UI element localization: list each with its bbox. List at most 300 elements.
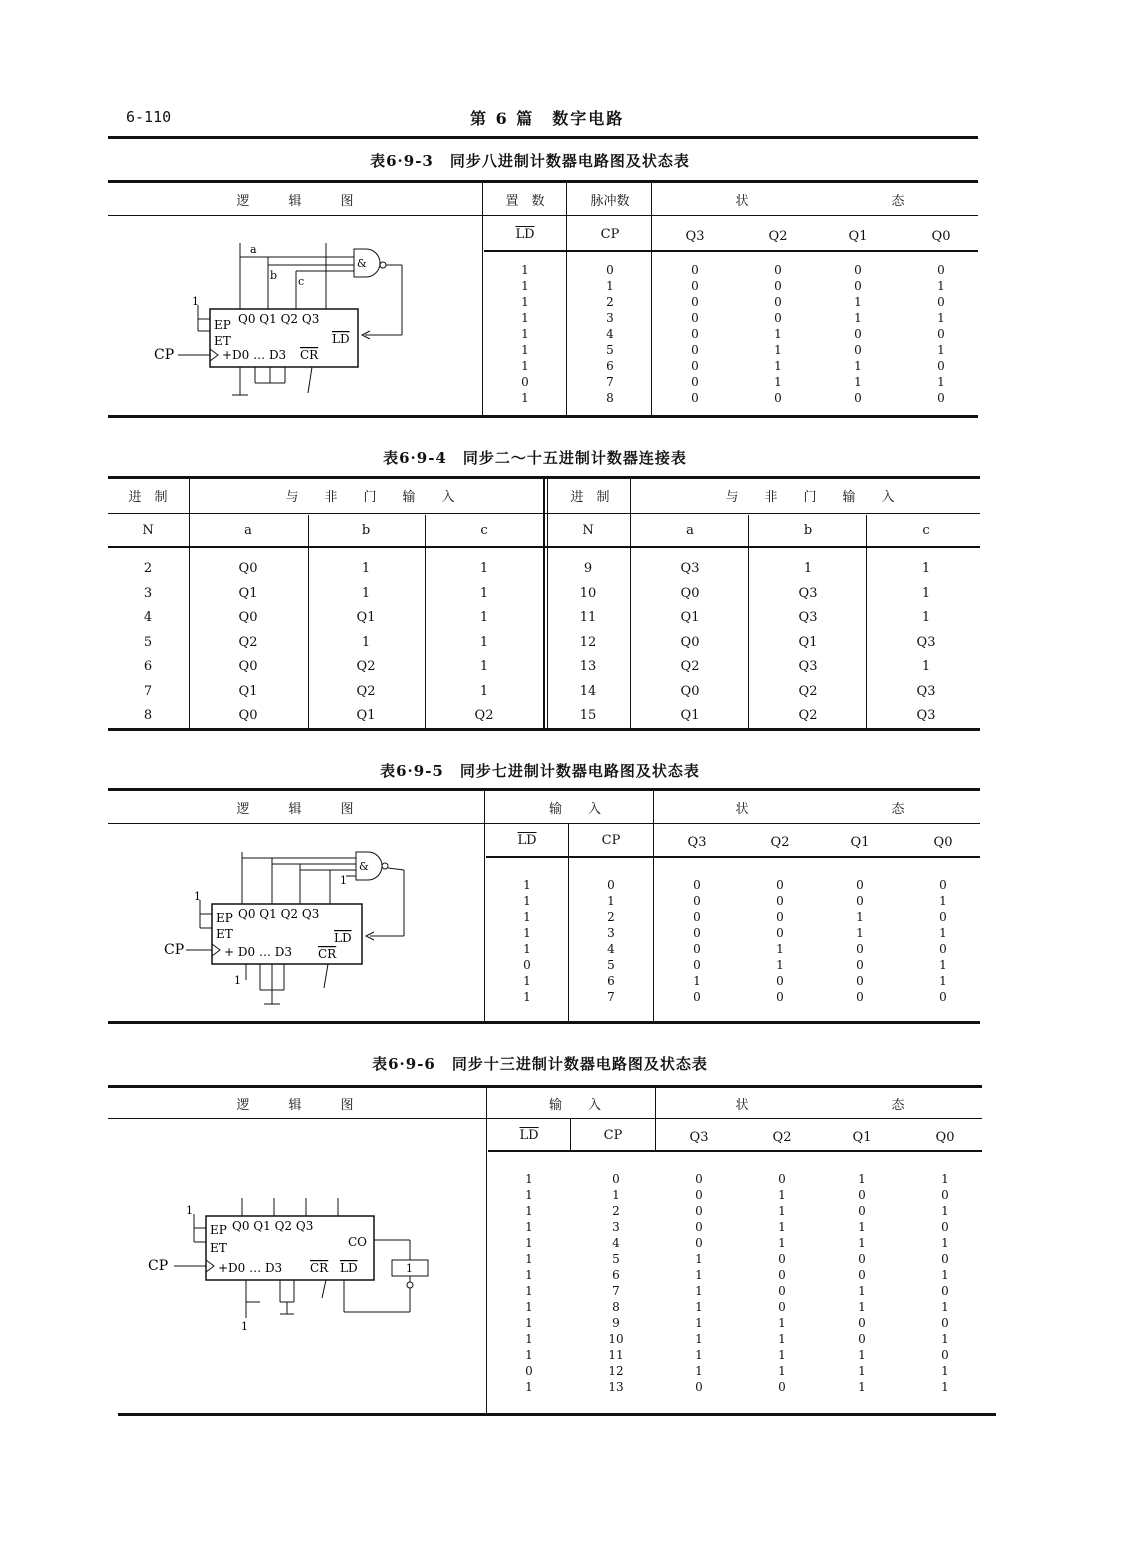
- table-6-9-6-q0-header: Q0: [935, 1130, 955, 1145]
- table-cell: 0: [858, 1188, 866, 1202]
- table-cell: 0: [941, 1316, 949, 1330]
- d-label: +D0 … D3: [218, 1261, 283, 1275]
- table-cell: 0: [695, 1380, 703, 1394]
- table-cell: Q3: [798, 610, 818, 625]
- table-cell: Q1: [680, 708, 700, 723]
- table-cell: 1: [921, 659, 931, 674]
- table-cell: 4: [143, 610, 153, 625]
- table-cell: 11: [579, 610, 597, 625]
- ep-label: EP: [216, 911, 233, 925]
- table-6-9-5-col-q1: [840, 877, 880, 1005]
- table-6-9-5-q0-header: Q0: [933, 835, 953, 850]
- table-cell: 2: [612, 1204, 620, 1218]
- table-cell: 15: [579, 708, 597, 723]
- table-cell: 0: [693, 926, 701, 940]
- vline: [570, 1119, 571, 1151]
- table-cell: Q3: [798, 659, 818, 674]
- table-cell: 1: [941, 1364, 949, 1378]
- cr-label: CR: [310, 1261, 329, 1275]
- table-cell: 7: [606, 375, 614, 389]
- table-6-9-5-ld-header: $\overline{LD}$: [517, 833, 537, 848]
- table-6-9-3-q3-header: Q3: [685, 229, 705, 244]
- table-cell: 0: [695, 1172, 703, 1186]
- table-6-9-5-caption: 表6·9-5 同步七进制计数器电路图及状态表: [380, 762, 700, 780]
- table-cell: 0: [523, 958, 531, 972]
- table-cell: 0: [856, 942, 864, 956]
- table-cell: 0: [695, 1204, 703, 1218]
- table-cell: 0: [854, 263, 862, 277]
- rule: [108, 788, 980, 791]
- table-6-9-4-right-n-header: N: [582, 523, 594, 538]
- table-6-9-5-q1-header: Q1: [850, 835, 870, 850]
- table-cell: 0: [691, 343, 699, 357]
- table-cell: 1: [525, 1172, 533, 1186]
- table-cell: Q0: [680, 634, 700, 650]
- vline: [630, 479, 631, 729]
- table-cell: 1: [776, 942, 784, 956]
- table-6-9-4-right-base-header: 进 制: [570, 490, 610, 505]
- table-cell: 0: [856, 990, 864, 1004]
- table-cell: 1: [941, 1332, 949, 1346]
- table-cell: 0: [774, 295, 782, 309]
- table-cell: 0: [937, 263, 945, 277]
- table-6-9-6-q3-header: Q3: [689, 1130, 709, 1145]
- table-cell: 1: [937, 343, 945, 357]
- table-6-9-4-right-c-header: c: [922, 523, 930, 538]
- table-cell: Q1: [238, 585, 258, 601]
- table-cell: 1: [525, 1284, 533, 1298]
- rule: [484, 250, 978, 252]
- vline: [566, 183, 567, 415]
- table-cell: 0: [607, 878, 615, 892]
- cp-label: CP: [148, 1258, 169, 1274]
- table-6-9-5-input-header: 输 入: [548, 802, 601, 817]
- table-6-9-3-col-cp: [590, 262, 630, 406]
- table-cell: 0: [854, 343, 862, 357]
- q-label: Q0 Q1 Q2 Q3: [238, 312, 320, 326]
- table-6-9-3-col-q3: [675, 262, 715, 406]
- table-cell: 14: [579, 683, 597, 699]
- table-6-9-4-left-base-header: 进 制: [128, 490, 168, 505]
- vline: [189, 479, 190, 729]
- table-cell: 1: [778, 1332, 786, 1346]
- q-label: Q0 Q1 Q2 Q3: [238, 907, 320, 921]
- table-cell: 0: [693, 910, 701, 924]
- rule: [486, 856, 980, 858]
- table-cell: 1: [521, 295, 529, 309]
- cp-label: CP: [154, 347, 175, 363]
- table-cell: 1: [525, 1188, 533, 1202]
- table-cell: 0: [691, 295, 699, 309]
- table-cell: 1: [778, 1236, 786, 1250]
- table-cell: 4: [612, 1236, 620, 1250]
- table-cell: 6: [606, 359, 614, 373]
- table-cell: 0: [937, 391, 945, 405]
- table-cell: 1: [361, 585, 371, 601]
- table-cell: 1: [921, 561, 931, 576]
- table-6-9-6-q1-header: Q1: [852, 1130, 872, 1145]
- table-cell: 1: [774, 327, 782, 341]
- table-cell: 0: [776, 974, 784, 988]
- table-cell: 1: [612, 1188, 620, 1202]
- table-cell: Q2: [798, 683, 818, 699]
- table-cell: 1: [606, 279, 614, 293]
- table-cell: 8: [606, 391, 614, 405]
- et-label: ET: [210, 1241, 227, 1255]
- table-cell: 1: [941, 1236, 949, 1250]
- ld-label: LD: [340, 1261, 358, 1275]
- table-cell: Q0: [680, 585, 700, 601]
- table-cell: 0: [858, 1268, 866, 1282]
- table-cell: 0: [941, 1220, 949, 1234]
- c-label: c: [298, 275, 305, 288]
- table-cell: 0: [606, 263, 614, 277]
- table-cell: 0: [525, 1364, 533, 1378]
- table-cell: 0: [774, 279, 782, 293]
- table-cell: 12: [608, 1364, 624, 1378]
- q-label: Q0 Q1 Q2 Q3: [232, 1219, 314, 1233]
- table-6-9-4-left-b-header: b: [361, 523, 371, 538]
- rule: [108, 180, 978, 183]
- table-cell: 0: [693, 958, 701, 972]
- table-cell: 1: [854, 375, 862, 389]
- table-cell: 0: [778, 1284, 786, 1298]
- table-cell: 5: [607, 958, 615, 972]
- table-6-9-5-col-q3: [677, 877, 717, 1005]
- table-cell: Q3: [798, 585, 818, 601]
- table-cell: 1: [479, 561, 489, 576]
- table-6-9-4-right-col-b: [788, 557, 828, 729]
- table-cell: 1: [525, 1300, 533, 1314]
- table-cell: 1: [523, 910, 531, 924]
- table-6-9-4-left-nand-header: 与 非 门 输 入: [285, 490, 455, 505]
- table-6-9-6-circuit-diagram: [140, 1190, 460, 1340]
- table-6-9-3-pulse-header: 脉冲数: [590, 194, 630, 209]
- table-cell: 1: [921, 585, 931, 601]
- table-cell: 0: [937, 359, 945, 373]
- table-cell: 1: [921, 610, 931, 625]
- table-6-9-6-q2-header: Q2: [772, 1130, 792, 1145]
- table-cell: 0: [778, 1268, 786, 1282]
- ep-label: EP: [210, 1223, 227, 1237]
- table-cell: 0: [691, 327, 699, 341]
- table-6-9-6-ld-header: $\overline{LD}$: [519, 1128, 539, 1143]
- table-cell: 0: [691, 391, 699, 405]
- table-cell: 1: [695, 1268, 703, 1282]
- table-cell: 6: [612, 1268, 620, 1282]
- table-cell: 1: [607, 894, 615, 908]
- table-cell: 1: [523, 926, 531, 940]
- co-label: CO: [348, 1235, 368, 1249]
- table-cell: 0: [941, 1252, 949, 1266]
- table-cell: 0: [854, 279, 862, 293]
- ld-label: LD: [332, 332, 350, 346]
- one-label: 1: [194, 890, 201, 903]
- rule: [108, 415, 978, 418]
- one-label: 1: [186, 1204, 193, 1217]
- table-cell: 4: [607, 942, 615, 956]
- and-label: &: [357, 257, 367, 270]
- one-label-gate: 1: [340, 874, 347, 887]
- table-cell: 0: [776, 878, 784, 892]
- and-label: &: [359, 860, 369, 873]
- table-cell: 2: [606, 295, 614, 309]
- table-cell: 1: [525, 1348, 533, 1362]
- table-6-9-4-right-nand-header: 与 非 门 输 入: [725, 490, 895, 505]
- table-6-9-5-cp-header: CP: [601, 833, 621, 848]
- table-6-9-5-state-header: 状 态: [735, 802, 905, 817]
- rule: [108, 215, 978, 216]
- table-cell: 1: [858, 1300, 866, 1314]
- table-cell: 0: [858, 1252, 866, 1266]
- table-cell: 1: [854, 295, 862, 309]
- table-6-9-3-q2-header: Q2: [768, 229, 788, 244]
- table-6-9-3-col-ld: [505, 262, 545, 406]
- table-6-9-3-q1-header: Q1: [848, 229, 868, 244]
- table-cell: 1: [854, 311, 862, 325]
- table-cell: 10: [608, 1332, 624, 1346]
- table-cell: 1: [774, 359, 782, 373]
- table-cell: 1: [521, 391, 529, 405]
- table-cell: Q0: [238, 708, 258, 723]
- table-cell: 10: [579, 585, 597, 601]
- table-cell: 1: [858, 1236, 866, 1250]
- table-cell: 3: [612, 1220, 620, 1234]
- rule: [488, 1150, 982, 1152]
- table-cell: 3: [606, 311, 614, 325]
- table-cell: 0: [939, 910, 947, 924]
- table-cell: 0: [521, 375, 529, 389]
- table-cell: 8: [143, 708, 153, 723]
- rule: [108, 1085, 982, 1088]
- table-cell: 1: [523, 878, 531, 892]
- table-cell: 1: [479, 634, 489, 650]
- rule: [108, 513, 980, 514]
- rule: [118, 1413, 996, 1416]
- table-6-9-4-left-col-c: [464, 557, 504, 729]
- table-cell: 0: [691, 311, 699, 325]
- table-cell: 0: [691, 279, 699, 293]
- table-6-9-3-col-q2: [758, 262, 798, 406]
- table-cell: 1: [695, 1316, 703, 1330]
- table-6-9-4-right-col-a: [670, 557, 710, 729]
- table-6-9-4-caption: 表6·9-4 同步二～十五进制计数器连接表: [383, 449, 687, 467]
- table-cell: 0: [778, 1172, 786, 1186]
- table-cell: Q2: [474, 708, 494, 723]
- table-cell: 0: [776, 990, 784, 1004]
- table-cell: 1: [858, 1220, 866, 1234]
- table-6-9-3-caption: 表6·9-3 同步八进制计数器电路图及状态表: [370, 152, 690, 170]
- table-6-9-3-col-q0: [921, 262, 961, 406]
- table-cell: 0: [941, 1348, 949, 1362]
- table-cell: 1: [479, 585, 489, 601]
- table-cell: 0: [776, 926, 784, 940]
- table-cell: 1: [941, 1172, 949, 1186]
- table-cell: 1: [525, 1316, 533, 1330]
- vline: [568, 824, 569, 1022]
- table-cell: 1: [858, 1380, 866, 1394]
- ld-label: LD: [334, 931, 352, 945]
- table-6-9-3-preset-header: 置 数: [505, 194, 545, 209]
- one-label: 1: [192, 295, 199, 308]
- table-6-9-6-cp-header: CP: [603, 1128, 623, 1143]
- table-cell: 1: [778, 1364, 786, 1378]
- table-cell: 1: [939, 926, 947, 940]
- table-cell: 1: [521, 359, 529, 373]
- table-cell: 1: [695, 1300, 703, 1314]
- table-cell: 11: [608, 1348, 624, 1362]
- table-cell: 0: [939, 990, 947, 1004]
- table-cell: 5: [612, 1252, 620, 1266]
- table-cell: 1: [778, 1348, 786, 1362]
- table-6-9-5-col-cp: [591, 877, 631, 1005]
- table-cell: 0: [939, 942, 947, 956]
- table-cell: 0: [774, 311, 782, 325]
- table-cell: 1: [941, 1300, 949, 1314]
- table-6-9-5-q3-header: Q3: [687, 835, 707, 850]
- table-cell: 0: [856, 894, 864, 908]
- table-cell: 1: [525, 1252, 533, 1266]
- table-cell: 0: [776, 894, 784, 908]
- table-cell: 1: [523, 990, 531, 1004]
- table-cell: 1: [523, 942, 531, 956]
- table-cell: Q1: [680, 610, 700, 625]
- table-cell: 1: [693, 974, 701, 988]
- vline: [484, 791, 485, 1022]
- table-cell: 0: [939, 878, 947, 892]
- table-cell: 3: [143, 585, 153, 601]
- table-cell: 1: [521, 311, 529, 325]
- table-6-9-5-logic-header: 逻 辑 图: [236, 802, 354, 817]
- table-cell: 0: [776, 910, 784, 924]
- table-cell: 1: [525, 1332, 533, 1346]
- page-number: 6-110: [126, 108, 172, 126]
- table-cell: Q3: [680, 561, 700, 576]
- vline: [653, 791, 654, 1022]
- table-cell: 0: [693, 990, 701, 1004]
- d-label: + D0 … D3: [224, 945, 293, 959]
- table-cell: 3: [607, 926, 615, 940]
- table-cell: 1: [521, 327, 529, 341]
- table-cell: Q3: [916, 683, 936, 699]
- table-cell: 1: [939, 894, 947, 908]
- table-cell: 1: [941, 1380, 949, 1394]
- table-6-9-5-q2-header: Q2: [770, 835, 790, 850]
- table-cell: 1: [525, 1236, 533, 1250]
- table-6-9-6-col-cp: [596, 1171, 636, 1395]
- table-cell: 1: [523, 894, 531, 908]
- section-title: 第 6 篇 数字电路: [470, 109, 625, 128]
- table-cell: 1: [937, 279, 945, 293]
- table-cell: Q2: [798, 708, 818, 723]
- table-cell: 0: [856, 878, 864, 892]
- table-cell: 1: [525, 1380, 533, 1394]
- one-label-gate: 1: [406, 1262, 413, 1275]
- table-6-9-4-left-col-n: [128, 557, 168, 729]
- table-cell: 13: [608, 1380, 624, 1394]
- table-cell: 1: [525, 1220, 533, 1234]
- table-cell: 0: [778, 1300, 786, 1314]
- b-label: b: [270, 269, 278, 282]
- table-cell: 6: [607, 974, 615, 988]
- table-cell: 1: [778, 1204, 786, 1218]
- table-cell: 0: [778, 1252, 786, 1266]
- table-6-9-6-caption: 表6·9-6 同步十三进制计数器电路图及状态表: [372, 1055, 708, 1073]
- table-cell: Q0: [238, 610, 258, 625]
- table-cell: Q2: [680, 659, 700, 674]
- table-cell: 1: [695, 1252, 703, 1266]
- table-cell: 0: [691, 263, 699, 277]
- table-6-9-4-right-a-header: a: [686, 523, 694, 538]
- table-cell: 1: [774, 375, 782, 389]
- table-cell: 0: [941, 1284, 949, 1298]
- table-6-9-6-col-q2: [762, 1171, 802, 1395]
- table-cell: 0: [856, 958, 864, 972]
- table-cell: 1: [937, 375, 945, 389]
- table-6-9-4-left-col-a: [228, 557, 268, 729]
- table-cell: 2: [607, 910, 615, 924]
- table-cell: 0: [937, 295, 945, 309]
- cr-label: CR: [318, 947, 337, 961]
- table-6-9-4-left-col-b: [346, 557, 386, 729]
- table-cell: 1: [776, 958, 784, 972]
- rule: [108, 546, 980, 548]
- table-6-9-6-state-header: 状 态: [735, 1098, 905, 1113]
- table-cell: 1: [941, 1268, 949, 1282]
- table-6-9-6-col-q1: [842, 1171, 882, 1395]
- table-cell: 0: [695, 1220, 703, 1234]
- table-cell: Q2: [238, 634, 258, 650]
- table-6-9-3-cp-header: CP: [600, 227, 620, 242]
- table-cell: Q0: [238, 561, 258, 576]
- table-cell: 0: [774, 263, 782, 277]
- table-cell: 0: [693, 894, 701, 908]
- table-cell: 1: [695, 1332, 703, 1346]
- table-6-9-5-circuit-diagram: [150, 842, 430, 1012]
- table-6-9-6-col-q3: [679, 1171, 719, 1395]
- table-6-9-5-col-q0: [923, 877, 963, 1005]
- table-cell: 1: [521, 343, 529, 357]
- table-cell: 1: [939, 958, 947, 972]
- table-cell: 1: [941, 1204, 949, 1218]
- a-label: a: [250, 243, 257, 256]
- table-cell: 1: [803, 561, 813, 576]
- table-6-9-5-col-ld: [507, 877, 547, 1005]
- table-cell: 5: [606, 343, 614, 357]
- table-cell: Q0: [238, 659, 258, 674]
- table-6-9-3-ld-header: $\overline{LD}$: [515, 227, 535, 242]
- table-cell: 1: [479, 659, 489, 674]
- table-cell: 2: [143, 561, 153, 576]
- table-cell: 13: [579, 659, 597, 674]
- table-6-9-6-col-ld: [509, 1171, 549, 1395]
- table-6-9-5-col-q2: [760, 877, 800, 1005]
- table-cell: 0: [941, 1188, 949, 1202]
- table-cell: Q1: [798, 634, 818, 650]
- table-cell: 7: [143, 683, 153, 699]
- ep-label: EP: [214, 318, 231, 332]
- cp-label: CP: [164, 942, 185, 958]
- table-cell: Q1: [356, 708, 376, 723]
- table-cell: 0: [854, 327, 862, 341]
- table-cell: Q0: [680, 683, 700, 699]
- table-6-9-6-col-q0: [925, 1171, 965, 1395]
- table-6-9-6-logic-header: 逻 辑 图: [236, 1098, 354, 1113]
- table-cell: 1: [856, 910, 864, 924]
- vline: [547, 479, 548, 729]
- table-cell: 0: [858, 1204, 866, 1218]
- table-cell: 1: [858, 1172, 866, 1186]
